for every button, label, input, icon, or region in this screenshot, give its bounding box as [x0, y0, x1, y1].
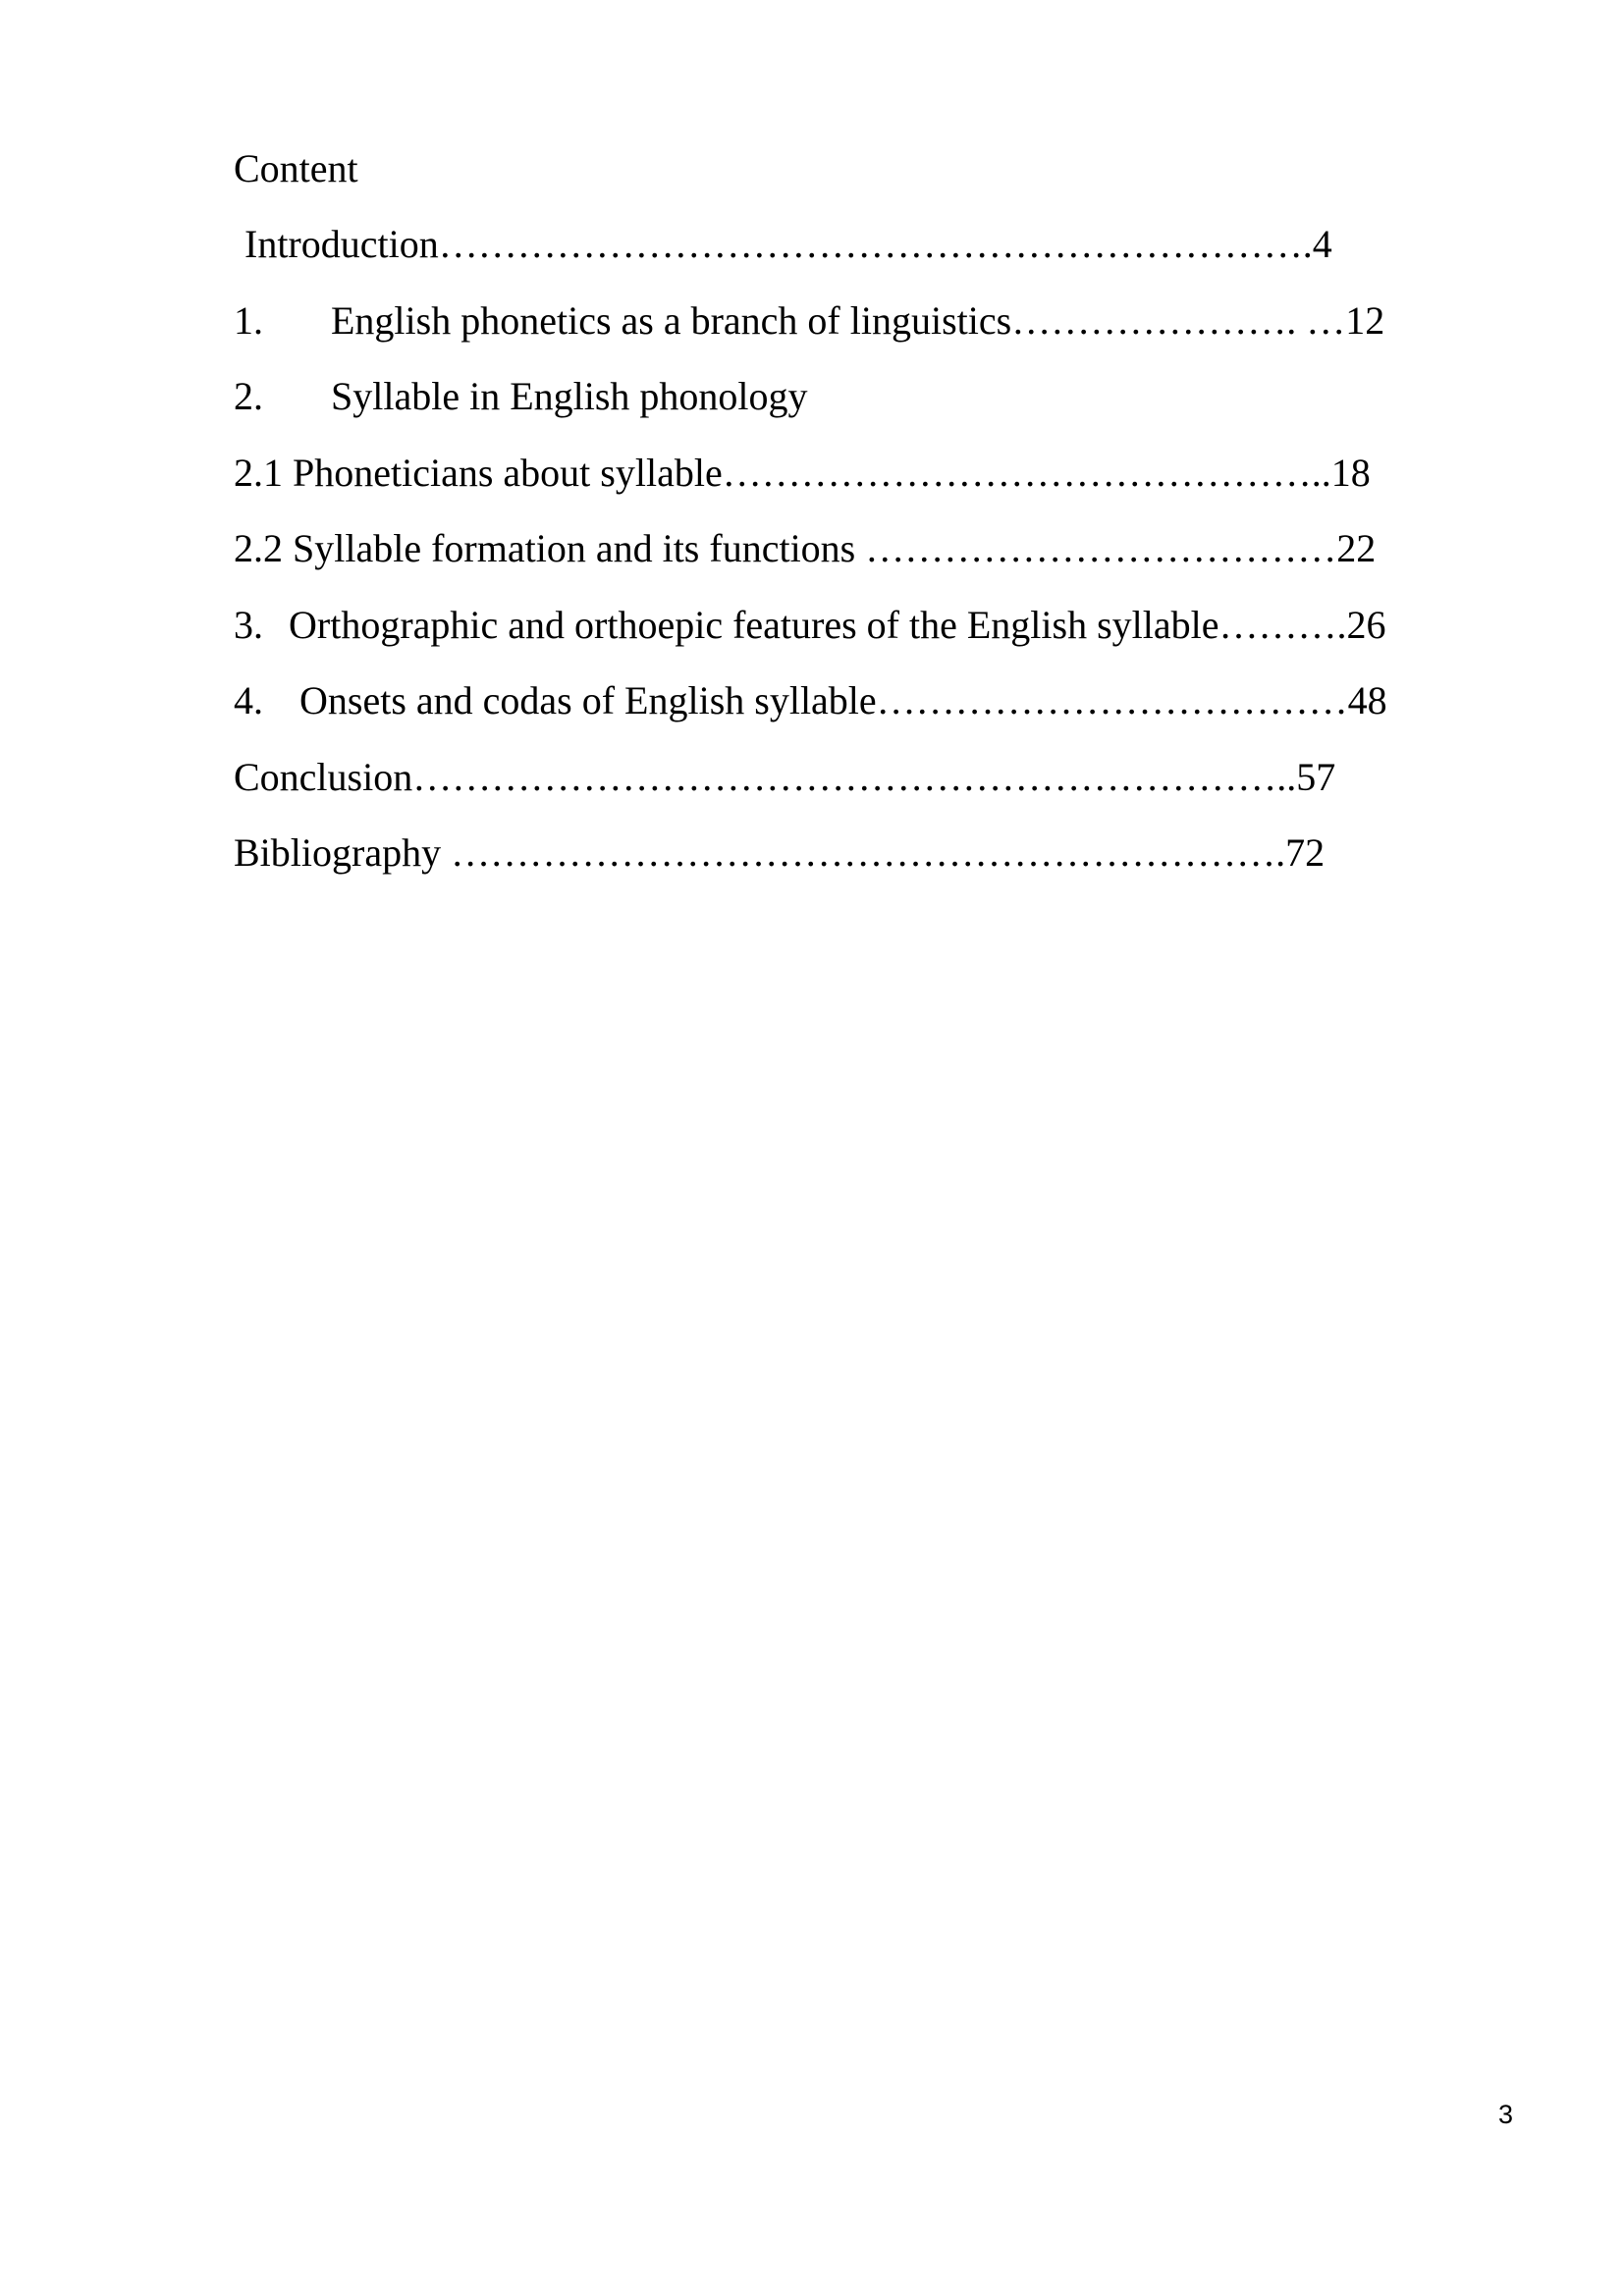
toc-entry-text: Syllable in English phonology [331, 374, 808, 418]
toc-entry-text: Orthographic and orthoepic features of the English syllable……….26 [289, 602, 1386, 647]
toc-entry-text: English phonetics as a branch of linguistics…………………. …12 [331, 297, 1385, 343]
toc-entry-2-2 [234, 527, 1520, 604]
page-number: 3 [1498, 2100, 1514, 2129]
toc-entry-text: Onsets and codas of English syllable………………………………48 [299, 678, 1387, 722]
toc-entry-text: Bibliography ……………………………………………………….72 [234, 830, 1326, 875]
toc-entry-1 [234, 299, 1520, 376]
toc-heading: Content [234, 146, 358, 190]
toc-entry-text: 2.2 Syllable formation and its functions ………………………………22 [234, 526, 1377, 570]
toc-entry-number: 4. [234, 678, 263, 722]
toc-entry-3 [234, 604, 1520, 680]
toc-entry-2 [234, 375, 1520, 452]
toc-entry-2-1 [234, 452, 1520, 528]
toc-entry-number: 1. [234, 297, 263, 343]
toc-entry-introduction [234, 223, 1520, 299]
table-of-contents [234, 147, 1520, 908]
toc-entry-bibliography [234, 831, 1520, 908]
toc-entry-text: 2.1 Phoneticians about syllable………………………………………..18 [234, 450, 1371, 495]
toc-entry-text: Conclusion…………………………………………………………..57 [234, 754, 1336, 799]
toc-entry-number: 3. [234, 602, 263, 647]
toc-entry-text: Introduction………………………………………………………….4 [244, 222, 1332, 266]
toc-entry-conclusion [234, 756, 1520, 832]
toc-entry-4 [234, 679, 1520, 756]
toc-entry-number: 2. [234, 374, 263, 418]
